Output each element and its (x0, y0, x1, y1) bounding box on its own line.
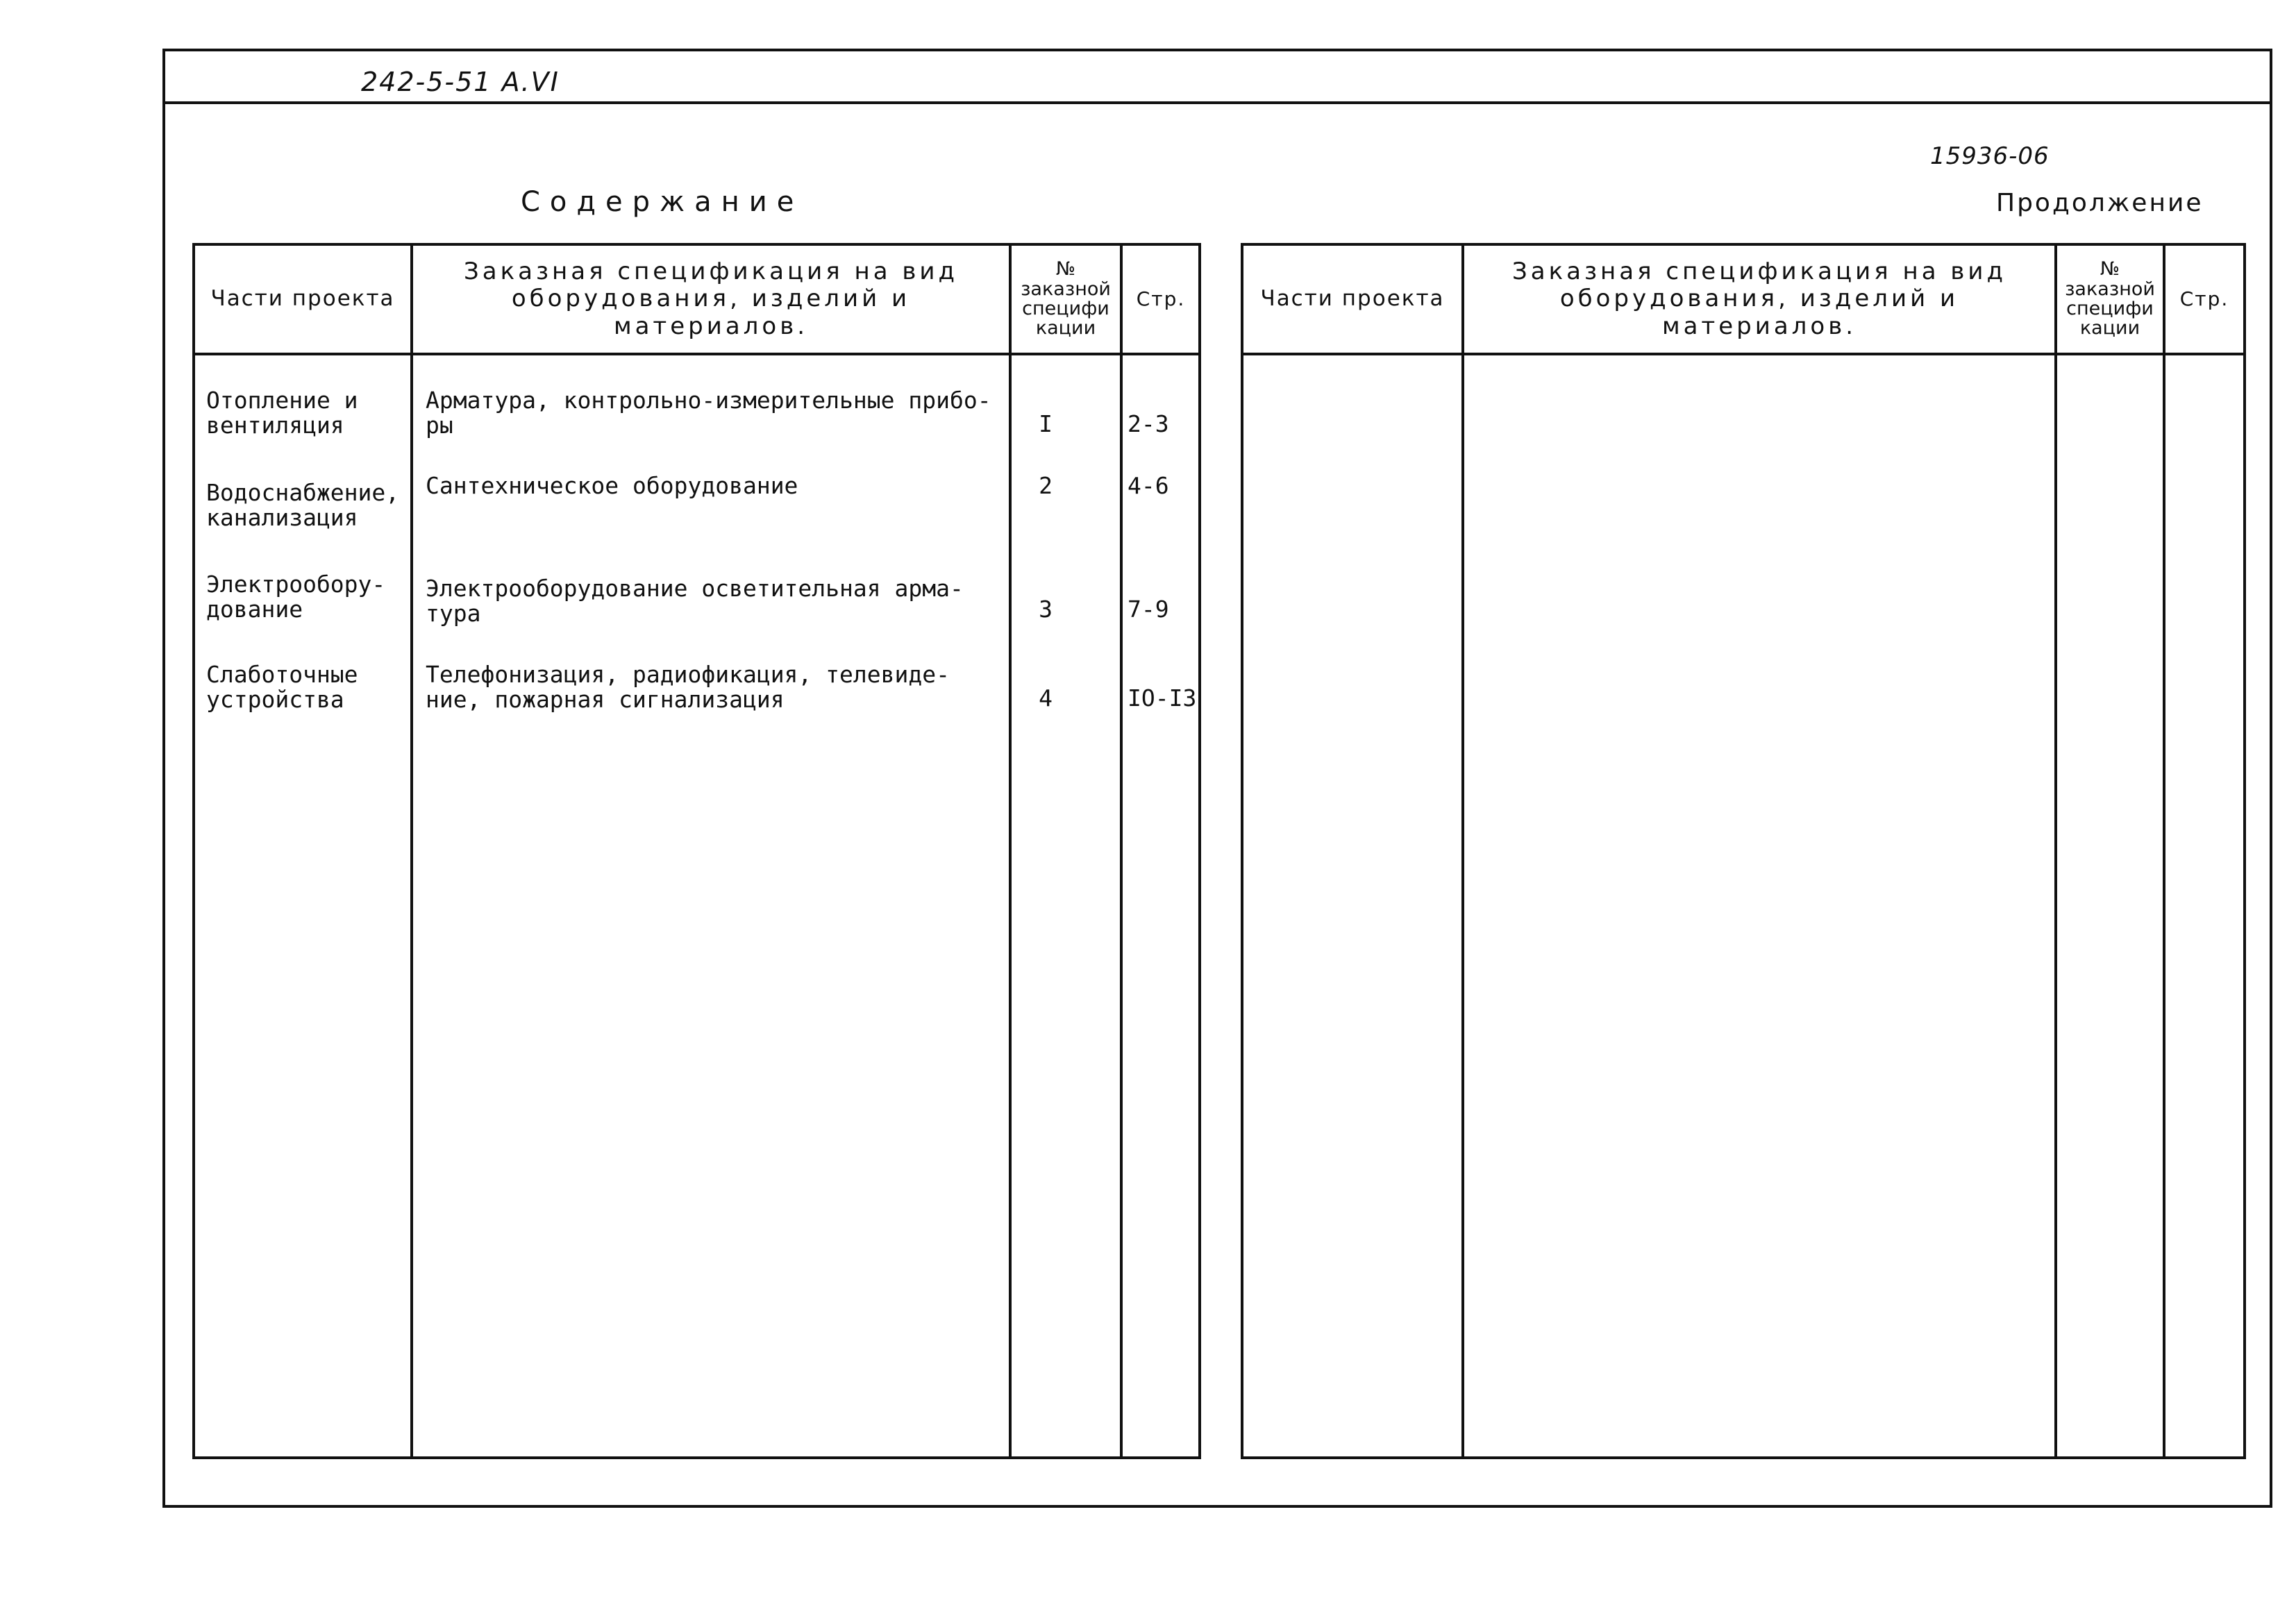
header-divider (162, 101, 2272, 104)
row-number: 4 (1039, 684, 1053, 712)
column-divider (410, 246, 413, 1456)
archive-number: 15936-06 (1930, 142, 2050, 170)
row-page: 4-6 (1128, 472, 1169, 499)
column-header-parts: Части проекта (1260, 286, 1445, 312)
column-divider (2054, 246, 2057, 1456)
document-code: 242-5-51 А.VI (361, 67, 560, 97)
row-spec: Сантехническое оборудование (426, 472, 798, 499)
column-header-parts: Части проекта (210, 286, 395, 312)
column-header-number: № заказной специфи кации (2065, 258, 2155, 339)
contents-title: Содержание (521, 186, 804, 218)
column-header-page: Стр. (1136, 287, 1186, 310)
column-divider (1461, 246, 1464, 1456)
row-page: 7-9 (1128, 596, 1169, 623)
row-part: Электрообору-дование (206, 571, 386, 623)
column-header-spec: Заказная спецификация на вид оборудования, изделий и материалов. (463, 258, 959, 340)
header-row-divider (195, 353, 1198, 355)
column-divider (2163, 246, 2165, 1456)
row-number: 3 (1039, 596, 1053, 623)
row-spec: Телефонизация, радиофикация, телевиде-ние, пожарная сигнализация (426, 661, 950, 713)
row-page: 2-3 (1128, 410, 1169, 437)
row-spec: Арматура, контрольно-измерительные прибо-ры (426, 387, 991, 439)
continuation-table (1241, 243, 2246, 1459)
row-page: IO-I3 (1128, 684, 1197, 712)
row-part: Водоснабжение, канализация (206, 479, 400, 531)
column-header-spec: Заказная спецификация на вид оборудования, изделий и материалов. (1511, 258, 2007, 340)
row-number: I (1039, 410, 1053, 437)
row-part: Отопление и вентиляция (206, 387, 358, 439)
column-header-page: Стр. (2179, 287, 2229, 310)
continuation-title: Продолжение (1996, 189, 2204, 217)
row-number: 2 (1039, 472, 1053, 499)
row-spec: Электрооборудование осветительная арма-тура (426, 575, 964, 627)
column-divider (1120, 246, 1123, 1456)
contents-table (192, 243, 1201, 1459)
header-row-divider (1243, 353, 2243, 355)
column-header-number: № заказной специфи кации (1021, 258, 1111, 339)
row-part: Слаботочные устройства (206, 661, 358, 713)
